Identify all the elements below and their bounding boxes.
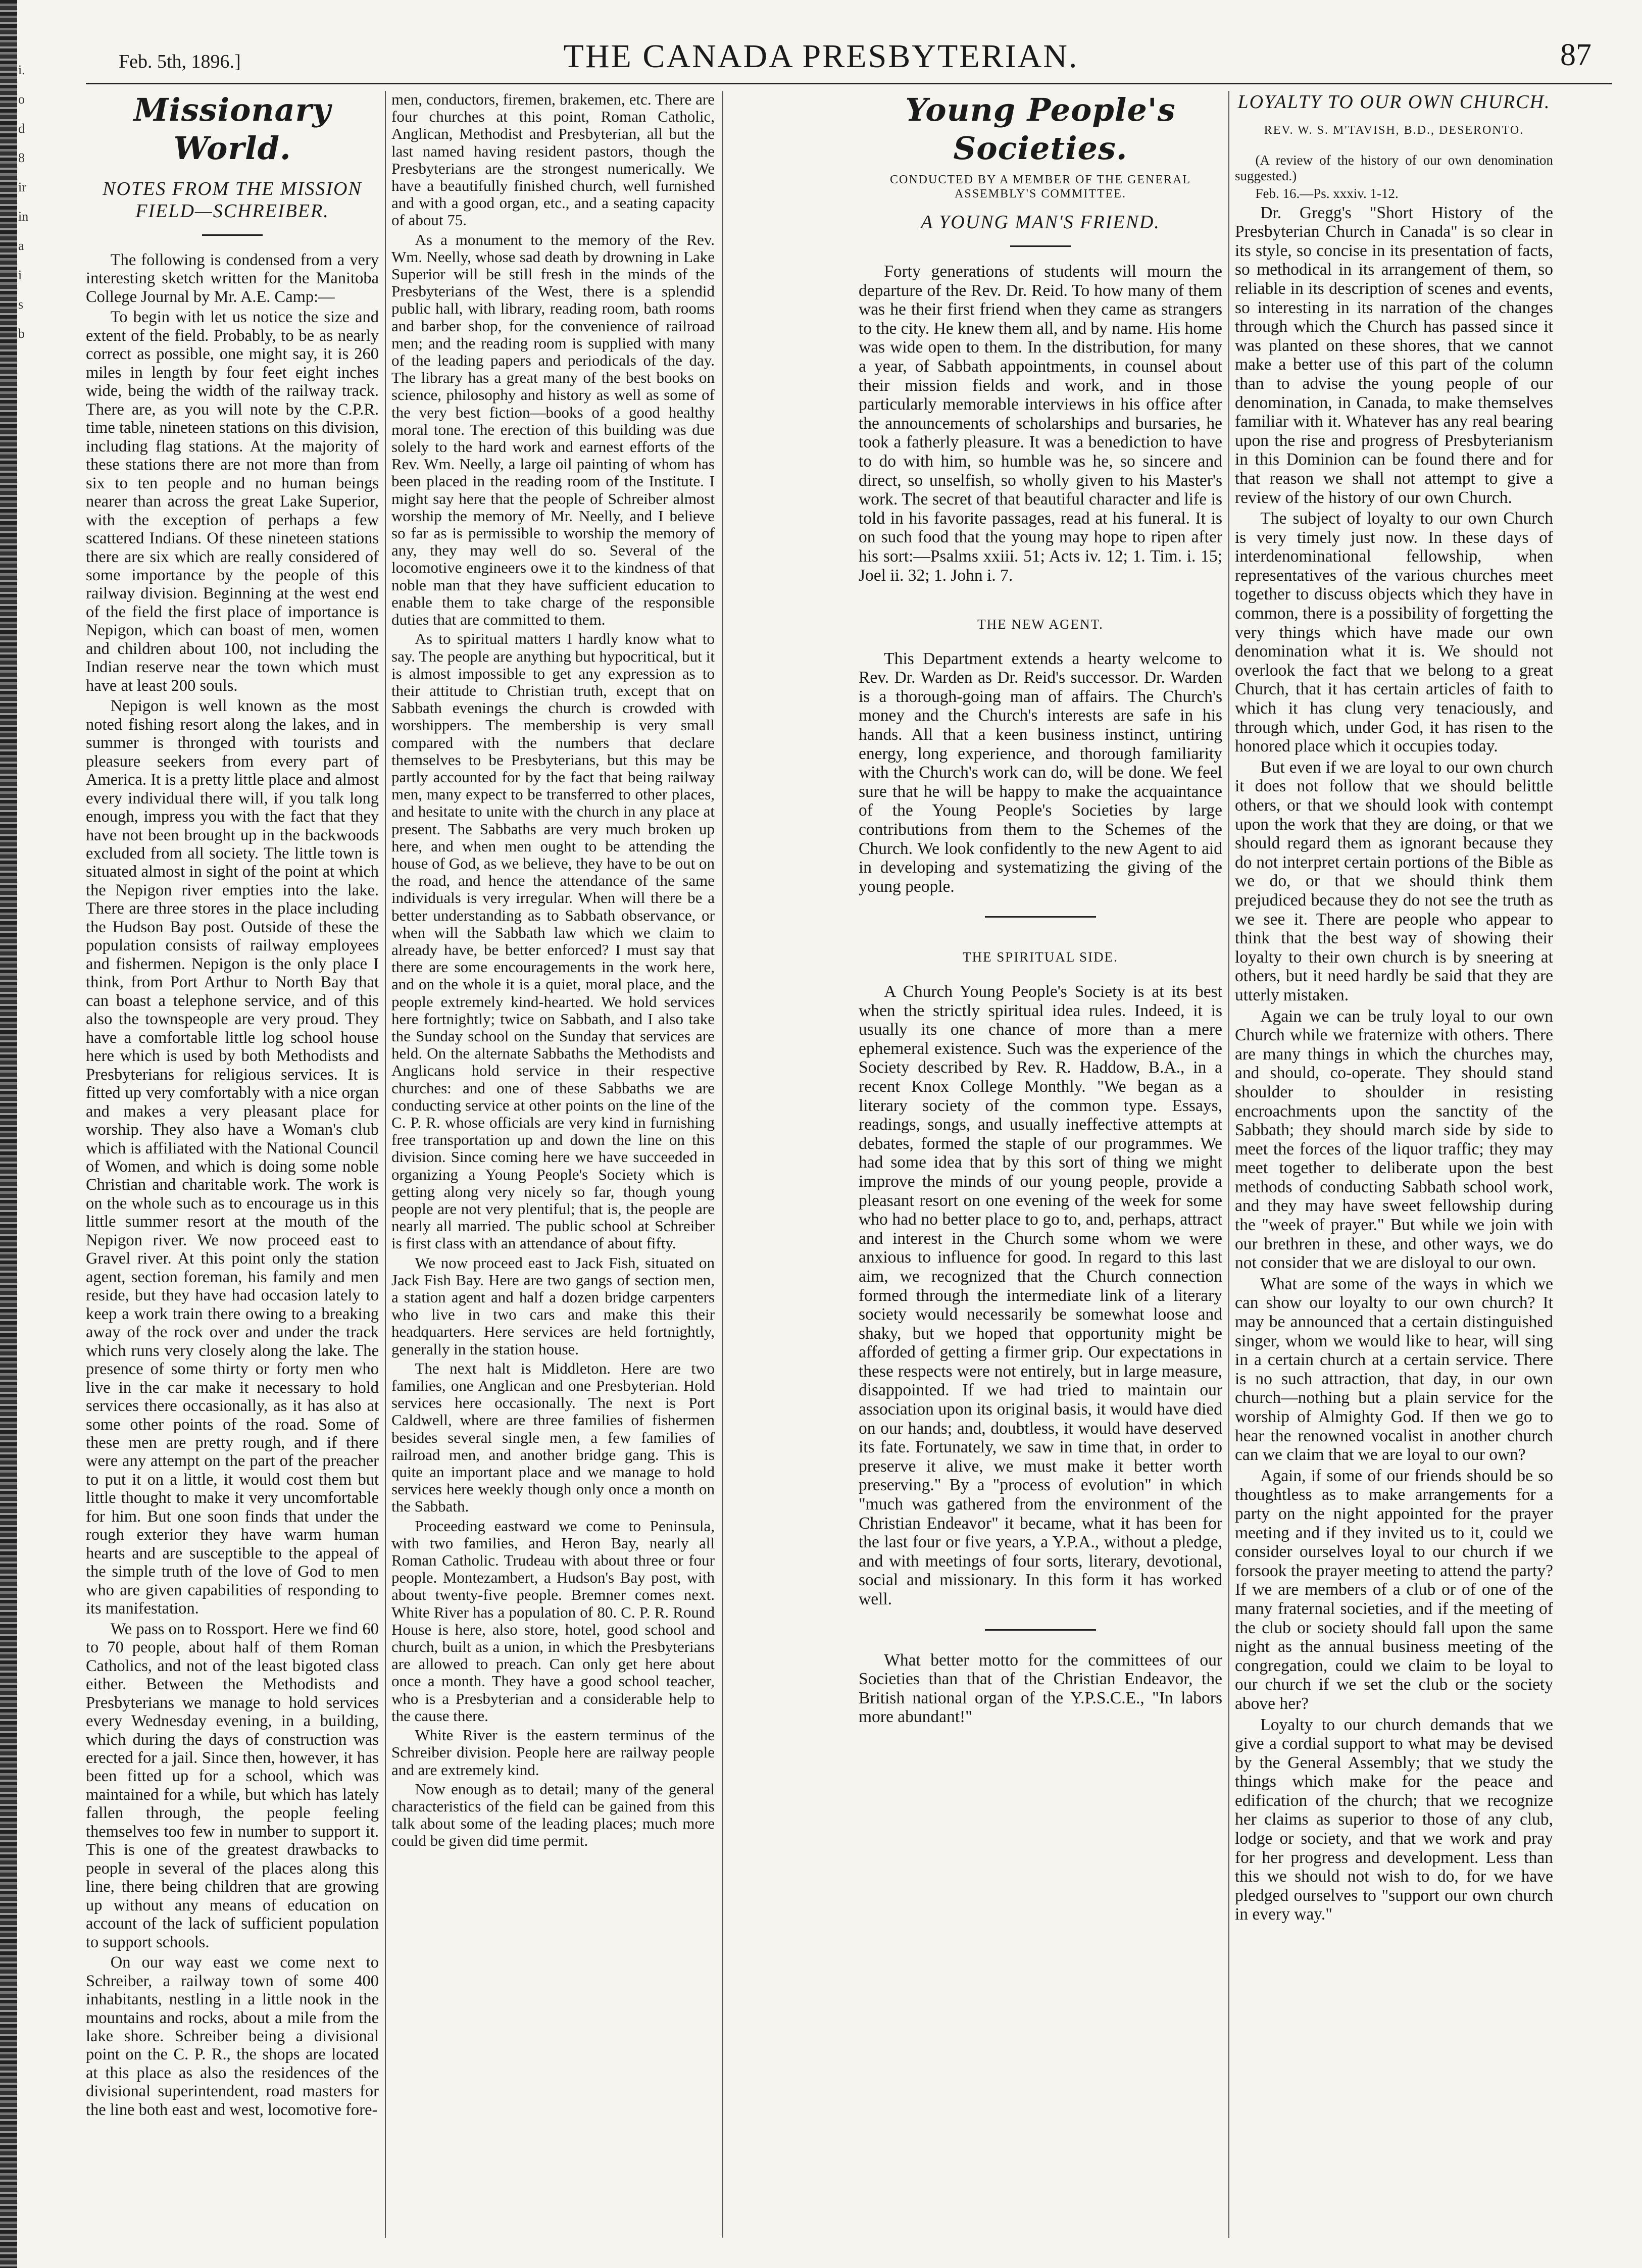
edge-mark: b xyxy=(18,326,25,341)
paragraph: Again we can be truly loyal to our own Church while we fraternize with others. There are many things in which the churches may, and should, co-operate. They should stand shoulder to shoulder in resisting encroachments upon the sanctity of the Sabbath; they should march side by side to meet the forces of the liquor traffic; they may meet together to deliberate upon the best methods of conducting Sabbath school work, and they may have sweet fellowship during the "week of prayer." But while we join with our brethren in these, and other ways, we do not consider that we are disloyal to our own. xyxy=(1235,1006,1553,1273)
paragraph: Again, if some of our friends should be so thoughtless as to make arrangements for a party on the night appointed for the prayer meeting and if they invited us to it, could we consider ourselves loyal to our church if we forsook the prayer meeting to attend the party? If we are members of a club or of one of the many fraternal societies, and if the meeting of the club or society should fall upon the same night as the annual business meeting of the congregation, could we claim to be loyal to our church if we set the club or the society above her? xyxy=(1235,1466,1553,1713)
scripture-reference: Feb. 16.—Ps. xxxiv. 1-12. xyxy=(1255,185,1399,201)
page-number: 87 xyxy=(1560,38,1591,72)
paragraph: The following is condensed from a very interesting sketch written for the Manitoba College Journal by Mr. A.E. Camp:— xyxy=(86,251,379,306)
section-title: THE SPIRITUAL SIDE. xyxy=(963,949,1118,965)
column-divider xyxy=(722,91,723,2238)
section-title: THE NEW AGENT. xyxy=(977,617,1104,632)
editorial-note: (A review of the history of our own denomination suggested.) xyxy=(1235,152,1553,183)
rule xyxy=(985,916,1096,918)
paragraph: Dr. Gregg's "Short History of the Presbyterian Church in Canada" is so clear in its style, so concise in its presentation of facts, so methodical in its arrangement of them, so reliable in its description of scenes and events, so interesting in its narration of the changes through which the Church has passed since it was planted on these shores, that we cannot make a better use of this part of the column than to advise the young people of our denomination, in Canada, to make themselves familiar with it. Whatever has any real bearing upon the rise and progress of Presbyterianism in this Dominion can be found there and for that reason we shall not attempt to give a review of the history of our own Church. xyxy=(1235,203,1553,507)
paragraph: As to spiritual matters I hardly know what to say. The people are anything but hypocritical, but it is almost impossible to get any expression as to their attitude to Christian truth, except that on Sabbath evenings the church is crowded with worshippers. The membership is very small compared with the numbers that declare themselves to be Presbyterians, but this may be partly accounted for by the fact that being railway men, many expect to be transferred to other places, and hesitate to unite with the church in any place at present. The Sabbaths are very much broken up here, and when men ought to be attending the house of God, as we believe, they have to be out on the road, and hence the attendance of the same individuals is very irregular. When will there be a better understanding as to Sabbath observance, or when will the Sabbath law which we claim to already have, be better enforced? I must say that there are some encouragements in the work here, and on the whole it is a quiet, moral place, and the people extremely kind-hearted. We hold services here fortnightly; twice on Sabbath, and I also take the Sunday school on the Sunday that services are held. On the alternate Sabbaths the Methodists and Anglicans hold service in their respective churches: and one of these Sabbaths we are conducting service at other points on the line of the C. P. R. whose officials are very kind in furnishing free transportation up and down the line on this division. Since coming here we have succeeded in organizing a Young People's Society which is getting along very nicely so far, though young people are not very plentiful; that is, the people are nearly all married. The public school at Schreiber is first class with an attendance of about fifty. xyxy=(391,630,715,1252)
paragraph: What are some of the ways in which we can show our loyalty to our own church? It may be announced that a certain distinguished singer, whom we would like to hear, will sing in a certain church at a certain service. There is no such attraction, that day, in our own church—nothing but a plain service for the worship of Almighty God. If then we go to hear the renowned vocalist in another church can we claim that we are loyal to our own? xyxy=(1235,1274,1553,1465)
paragraph: Now enough as to detail; many of the general characteristics of the field can be gained from this talk about some of the leading places; much more could be given did time permit. xyxy=(391,1780,715,1850)
rule xyxy=(1010,245,1071,247)
article-title: A YOUNG MAN'S FRIEND. xyxy=(921,212,1160,233)
edge-mark: d xyxy=(18,121,25,136)
byline: REV. W. S. M'TAVISH, B.D., DESERONTO. xyxy=(1264,124,1524,137)
section-heading: Missionary World. xyxy=(133,91,331,167)
paragraph: But even if we are loyal to our own church it does not follow that we should belittle others, or that we should look with contempt upon the work that they are doing, or that we should regard them as ignorant because they do not interpret certain portions of the Bible as we do, or that we should think them prejudiced because they do not see the truth as we see it. There are people who appear to think that the best way of showing their loyalty to their own church is by sneering at others, but it need hardly be said that they are utterly mistaken. xyxy=(1235,758,1553,1004)
edge-mark: 8 xyxy=(18,150,25,165)
paragraph: White River is the eastern terminus of the Schreiber division. People here are railway people and are extremely kind. xyxy=(391,1726,715,1779)
paragraph: Nepigon is well known as the most noted fishing resort along the lakes, and in summer is thronged with tourists and pleasure seekers from every part of America. It is a pretty little place and almost every individual there will, if you talk long enough, impress you with the fact that they have not been brought up in the backwoods excluded from all society. The little town is situated almost in sight of the point at which the Nepigon river empties into the lake. There are three stores in the place including the Hudson Bay post. Outside of these the population consists of railway employees and fishermen. Nepigon is the only place I think, from Port Arthur to North Bay that can boast a telephone service, and of this also the townspeople are very proud. They have a comfortable little log school house here which is used by both Methodists and Presbyterians for religious services. It is fitted up very comfortably with a nice organ and makes a very pleasant place for worship. They also have a Woman's club which is affiliated with the National Council of Women, and which is doing some noble Christian and charitable work. The work is on the whole such as to encourage us in this little summer resort at the mouth of the Nepigon river. We now proceed east to Gravel river. At this point only the station agent, section foreman, his family and men reside, but they have had occasion lately to keep a work train there owing to a breaking away of the rock over and under the track which runs very closely along the lake. The presence of some thirty or forty men who live in the car make it necessary to hold services there occasionally, as it has also at some other points of the road. Some of these men are pretty rough, and if there were any attempt on the part of the preacher to put it on a little, it would cost them but little thought to make it very uncomfortable for him. But one soon finds that under the rough exterior they have warm human hearts and are susceptible to the appeal of the simple truth of the love of God to men who are given capabilities of responding to its manifestation. xyxy=(86,697,379,1618)
column-young-peoples-societies xyxy=(859,91,1222,1729)
newspaper-title: THE CANADA PRESBYTERIAN. xyxy=(563,38,1079,75)
paragraph: The subject of loyalty to our own Church is very timely just now. In these days of interdenominational fellowship, when representatives of the various churches meet together to discuss objects which they have in common, there is a possibility of forgetting the very things which have made our own denomination what it is. We should not overlook the fact that we belong to a great Church, that it has certain articles of faith to which it has clung very tenaciously, and through which, under God, it has risen to the honored place which it occupies today. xyxy=(1235,509,1553,756)
edge-mark: a xyxy=(18,238,24,253)
article-title: LOYALTY TO OUR OWN CHURCH. xyxy=(1237,91,1551,113)
paragraph: What better motto for the committees of our Societies than that of the Christian Endeavor, the British national organ of the Y.P.S.C.E., "In labors more abundant!" xyxy=(859,1650,1222,1727)
page-edge-marks xyxy=(18,56,32,348)
column-loyalty xyxy=(1235,91,1553,1926)
edge-mark: in xyxy=(18,209,29,224)
conducted-by-line: CONDUCTED BY A MEMBER OF THE GENERAL ASSEMBLY'S COMMITTEE. xyxy=(889,173,1191,200)
column-divider xyxy=(1228,91,1229,2238)
paragraph: Forty generations of students will mourn the departure of the Rev. Dr. Reid. To how many of them was he their first friend when they came as strangers to the city. He knew them all, and by name. His home was wide open to them. In the distribution, for many a year, of Sabbath appointments, in counsel about their mission fields and work, and in those particularly memorable interviews in his office after the announcements of scholarships and bursaries, he took a fatherly pleasure. It was a benediction to have to do with him, so humble was he, so sincere and direct, so unselfish, so wholly given to his Master's work. The secret of that beautiful character and life is told in his favorite passages, read at his funeral. It is on such food that the young may hope to ripen after his sort:—Psalms xxiii. 51; Acts iv. 12; 1. Tim. i. 15; Joel ii. 32; 1. John i. 7. xyxy=(859,262,1222,585)
paragraph: The next halt is Middleton. Here are two families, one Anglican and one Presbyterian. Hold services here occasionally. The next is Port Caldwell, where are three families of fishermen besides several single men, a few families of railroad men, and another bridge gang. This is quite an important place and we manage to hold services here weekly though only once a month on the Sabbath. xyxy=(391,1359,715,1516)
paragraph: To begin with let us notice the size and extent of the field. Probably, to be as nearly correct as possible, one might say, it is 260 miles in length by four feet eight inches wide, being the width of the railway track. There are, as you will note by the C.P.R. time table, nineteen stations on this division, including flag stations. At the majority of these stations there are not more than from six to ten people and no human beings nearer than across the great Lake Superior, with the exception of perhaps a few scattered Indians. Of these nineteen stations there are six which are really considered of some importance by the people of this railway division. Beginning at the west end of the field the first place of importance is Nepigon, which can boast of men, women and children about 100, not including the Indian reserve near the town which must have at least 200 souls. xyxy=(86,308,379,695)
paragraph: This Department extends a hearty welcome to Rev. Dr. Warden as Dr. Reid's successor. Dr. Warden is a thorough-going man of affairs. The Church's money and the Church's interests are safe in his hands. All that a keen business instinct, untiring energy, long experience, and thorough familiarity with the Church's work can do, will be done. We feel sure that he will be happy to make the acquaintance of the Young People's Societies by large contributions from them to the Schemes of the Church. We look confidently to the new Agent to aid in developing and systematizing the giving of the young people. xyxy=(859,649,1222,896)
section-heading: Young People's Societies. xyxy=(905,91,1176,167)
paragraph: A Church Young People's Society is at its best when the strictly spiritual idea rules. Indeed, it is usually its one chance of more than a mere ephemeral existence. Such was the experience of the Society described by Rev. R. Haddow, B.A., in a recent Knox College Monthly. "We began as a literary society of the common type. Essays, readings, songs, and usually ineffective attempts at debates, formed the staple of our programmes. We had some idea that by this sort of thing we might improve the minds of our young people, provide a pleasant resort on one evening of the week for some who had no better place to go to, and, perhaps, attract and interest in the Church some whom we were anxious to influence for good. In regard to this last aim, we recognized that the Church connection formed through the intermediate link of a literary society would necessarily be somewhat loose and shaky, but we hoped that opportunity might be afforded of getting a firmer grip. Our expectations in these respects were not entirely, but in large measure, disappointed. If we had tried to maintain our association upon its original basis, it would have died on our hands; and, doubtless, it would have deserved its fate. Fortunately, we saw in time that, in order to preserve it alive, we must make it better worth preserving." By a "process of evolution" in which "much was gathered from the environment of the Christian Endeavor" it became, what it has been for the last four or five years, a Y.P.A., without a pledge, and with meetings of four sorts, literary, devotional, social and missionary. In this form it has worked well. xyxy=(859,982,1222,1608)
column-missionary-world xyxy=(86,91,379,2121)
page-header xyxy=(30,35,1612,76)
rule xyxy=(202,234,263,236)
paragraph: We pass on to Rossport. Here we find 60 to 70 people, about half of them Roman Catholics, and not of the least bigoted class either. Between the Methodists and Presbyterians we manage to hold services every Wednesday evening, in a building, which during the days of construction was erected for a jail. Since then, however, it has been fitted up for a school, which was maintained for a while, but which has lately fallen through, the people feeling themselves too few in number to support it. This is one of the greatest drawbacks to people in several of the places along this line, there being children that are growing up without any means of education on account of the lack of sufficient population to support schools. xyxy=(86,1620,379,1951)
paragraph: As a monument to the memory of the Rev. Wm. Neelly, whose sad death by drowning in Lake Superior will be still fresh in the minds of the Presbyterians of the West, there is a splendid public hall, with library, reading room, bath rooms and barber shop, for the convenience of railroad men; and the reading room is supplied with many of the leading papers and periodicals of the day. The library has a great many of the best books on science, philosophy and history as well as some of the very best fiction—books of a good healthy moral tone. The erection of this building was due solely to the hard work and earnest efforts of the Rev. Wm. Neelly, a large oil painting of whom has been placed in the reading room of the Institute. I might say here that the people of Schreiber almost worship the memory of Mr. Neelly, and I believe so far as is permissible to worship the memory of any, they may well do so. Several of the locomotive engineers owe it to the kindness of that noble man that they have sufficient education to enable them to take charge of the responsible duties that are committed to them. xyxy=(391,230,715,629)
edge-mark: i. xyxy=(18,63,25,77)
column-divider xyxy=(385,91,386,2238)
header-rule xyxy=(86,83,1612,84)
paragraph: On our way east we come next to Schreiber, a railway town of some 400 inhabitants, nestling in a little nook in the mountains and rocks, about a mile from the lake shore. Schreiber being a divisional point on the C. P. R., the shops are located at this place as also the residences of the divisional superintendent, road masters for the line both east and west, locomotive fore- xyxy=(86,1953,379,2119)
paragraph: We now proceed east to Jack Fish, situated on Jack Fish Bay. Here are two gangs of section men, a station agent and half a dozen bridge carpenters who live in two cars and make this their headquarters. Here services are held fortnightly, generally in the station house. xyxy=(391,1253,715,1358)
edge-mark: i xyxy=(18,268,22,282)
edge-mark: o xyxy=(18,92,25,107)
scanned-page-edge xyxy=(0,0,17,2268)
paragraph: Loyalty to our church demands that we give a cordial support to what may be devised by the General Assembly; that we study the things which make for the peace and edification of the church; that we recognize her claims as superior to those of any club, lodge or society, and that we work and pray for her progress and development. Less than this we should not wish to do, for we have pledged ourselves to "support our own church in every way." xyxy=(1235,1715,1553,1924)
edge-mark: ir xyxy=(18,180,26,194)
paragraph: Proceeding eastward we come to Peninsula, with two families, and Heron Bay, nearly all Roman Catholic. Trudeau with about three or four people. Montezambert, a Hudson's Bay post, with about twenty-five people. Bremner comes next. White River has a population of 80. C. P. R. Round House is here, also store, hotel, good school and church, built as a union, in which the Presbyterians are allowed to preach. Can only get here about once a month. They have a good school teacher, who is a Presbyterian and a considerable help to the cause there. xyxy=(391,1517,715,1725)
article-title: NOTES FROM THE MISSION FIELD—SCHREIBER. xyxy=(103,178,362,222)
edge-mark: s xyxy=(18,297,24,312)
paragraph: men, conductors, firemen, brakemen, etc. There are four churches at this point, Roman Catholic, Anglican, Methodist and Presbyterian, all but the last named having resident pastors, though the Presbyterians are the strongest numerically. We have a beautifully finished church, well furnished and with a good organ, etc., and a seating capacity of about 75. xyxy=(391,91,715,229)
rule xyxy=(985,1629,1096,1631)
column-missionary-world-continued xyxy=(391,91,715,1852)
issue-date: Feb. 5th, 1896.] xyxy=(119,51,241,72)
